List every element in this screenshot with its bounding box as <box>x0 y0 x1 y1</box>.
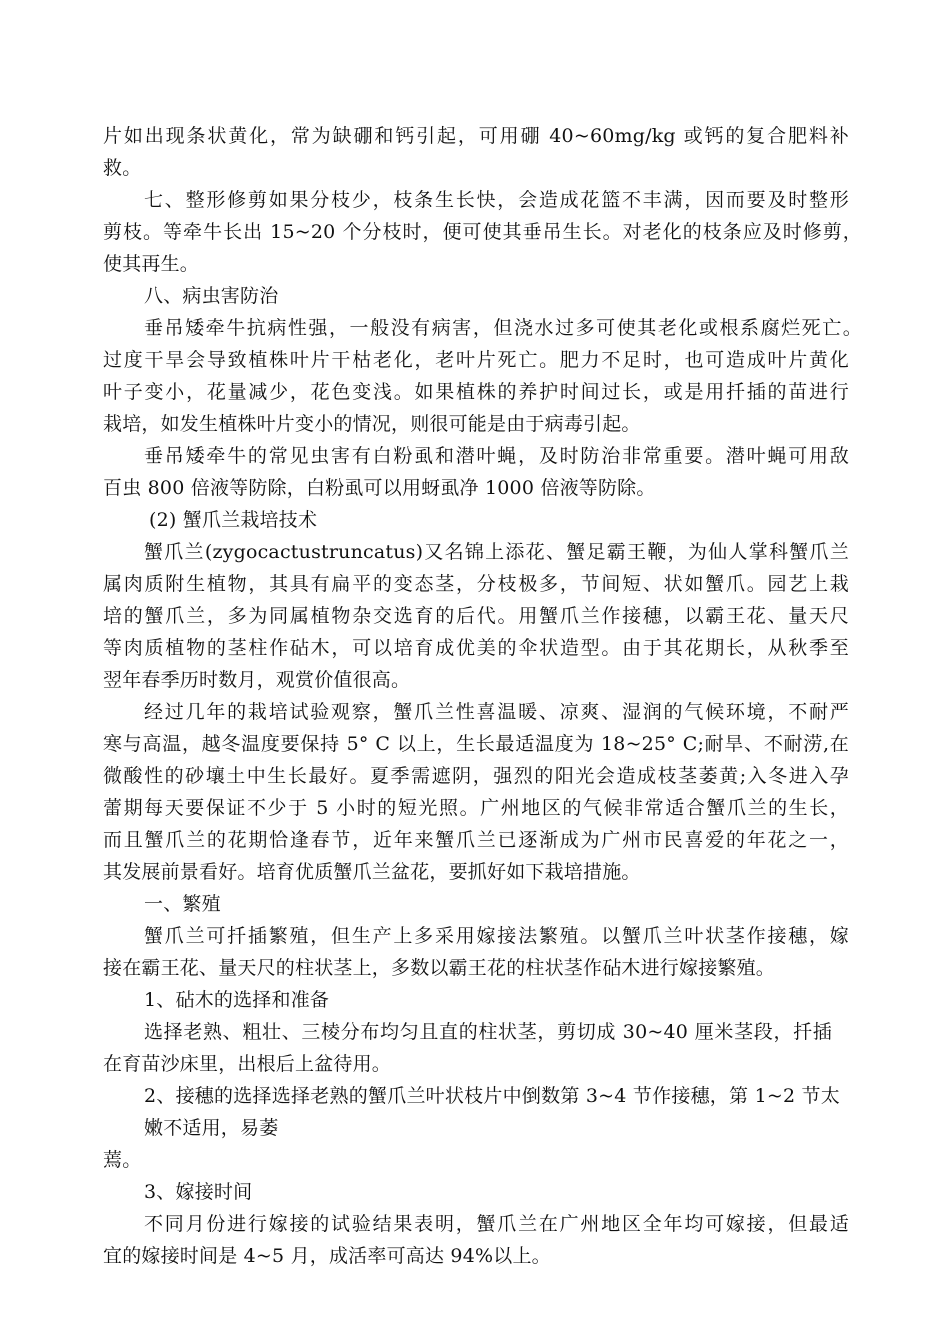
text-line: 等肉质植物的茎柱作砧木，可以培育成优美的伞状造型。由于其花期长，从秋季至 <box>103 637 849 659</box>
text-line: 蟹爪兰(zygocactustruncatus)又名锦上添花、蟹足霸王鞭，为仙人掌科蟹爪兰 <box>144 541 849 563</box>
text-line: 百虫 800 倍液等防除，白粉虱可以用蚜虱净 1000 倍液等防除。 <box>103 477 656 499</box>
section-heading: 3、嫁接时间 <box>144 1181 253 1203</box>
text-line: 属肉质附生植物，其具有扁平的变态茎，分枝极多，节间短、状如蟹爪。园艺上栽 <box>103 573 849 595</box>
text-line: 栽培，如发生植株叶片变小的情况，则很可能是由于病毒引起。 <box>103 413 641 435</box>
section-heading: 1、砧木的选择和准备 <box>144 989 330 1011</box>
section-heading: (2) 蟹爪兰栽培技术 <box>149 509 318 531</box>
text-line: 蕾期每天要保证不少于 5 小时的短光照。广州地区的气候非常适合蟹爪兰的生长， <box>103 797 849 819</box>
text-line: 其发展前景看好。培育优质蟹爪兰盆花，要抓好如下栽培措施。 <box>103 861 641 883</box>
text-line: 不同月份进行嫁接的试验结果表明，蟹爪兰在广州地区全年均可嫁接，但最适 <box>144 1213 849 1235</box>
text-line: 垂吊矮牵牛抗病性强，一般没有病害，但浇水过多可使其老化或根系腐烂死亡。 <box>144 317 862 339</box>
text-line: 在育苗沙床里，出根后上盆待用。 <box>103 1053 392 1075</box>
text-line: 七、整形修剪如果分枝少，枝条生长快，会造成花篮不丰满，因而要及时整形 <box>144 189 849 211</box>
text-line: 翌年春季历时数月，观赏价值很高。 <box>103 669 411 691</box>
text-line: 2、接穗的选择选择老熟的蟹爪兰叶状枝片中倒数第 3~4 节作接穗，第 1~2 节太 <box>144 1085 840 1107</box>
text-line: 垂吊矮牵牛的常见虫害有白粉虱和潜叶蝇，及时防治非常重要。潜叶蝇可用敌 <box>144 445 849 467</box>
text-line: 过度干旱会导致植株叶片干枯老化，老叶片死亡。肥力不足时，也可造成叶片黄化 <box>103 349 849 371</box>
text-line: 嫩不适用，易萎 <box>144 1117 279 1139</box>
text-line: 培的蟹爪兰，多为同属植物杂交选育的后代。用蟹爪兰作接穗，以霸王花、量天尺 <box>103 605 849 627</box>
text-line: 片如出现条状黄化，常为缺硼和钙引起，可用硼 40~60mg/kg 或钙的复合肥料补 <box>103 125 849 147</box>
text-line: 使其再生。 <box>103 253 200 275</box>
text-line: 选择老熟、粗壮、三棱分布均匀且直的柱状茎，剪切成 30~40 厘米茎段，扦插 <box>144 1021 832 1043</box>
text-line: 寒与高温，越冬温度要保持 5° C 以上，生长最适温度为 18~25° C;耐旱、不耐涝,在 <box>103 733 849 755</box>
text-line: 宜的嫁接时间是 4~5 月，成活率可高达 94%以上。 <box>103 1245 551 1267</box>
text-line: 接在霸王花、量天尺的柱状茎上，多数以霸王花的柱状茎作砧木进行嫁接繁殖。 <box>103 957 776 979</box>
text-line: 蟹爪兰可扦插繁殖，但生产上多采用嫁接法繁殖。以蟹爪兰叶状茎作接穗，嫁 <box>144 925 849 947</box>
section-heading: 一、繁殖 <box>144 893 221 915</box>
text-line: 蔫。 <box>103 1149 142 1171</box>
text-line: 经过几年的栽培试验观察，蟹爪兰性喜温暖、凉爽、湿润的气候环境，不耐严 <box>144 701 849 723</box>
text-line: 叶子变小，花量减少，花色变浅。如果植株的养护时间过长，或是用扦插的苗进行 <box>103 381 849 403</box>
section-heading: 八、病虫害防治 <box>144 285 279 307</box>
text-line: 救。 <box>103 157 142 179</box>
text-line: 微酸性的砂壤土中生长最好。夏季需遮阴，强烈的阳光会造成枝茎萎黄;入冬进入孕 <box>103 765 849 787</box>
text-line: 剪枝。等牵牛长出 15~20 个分枝时，便可使其垂吊生长。对老化的枝条应及时修剪， <box>103 221 862 243</box>
text-line: 而且蟹爪兰的花期恰逢春节，近年来蟹爪兰已逐渐成为广州市民喜爱的年花之一， <box>103 829 849 851</box>
